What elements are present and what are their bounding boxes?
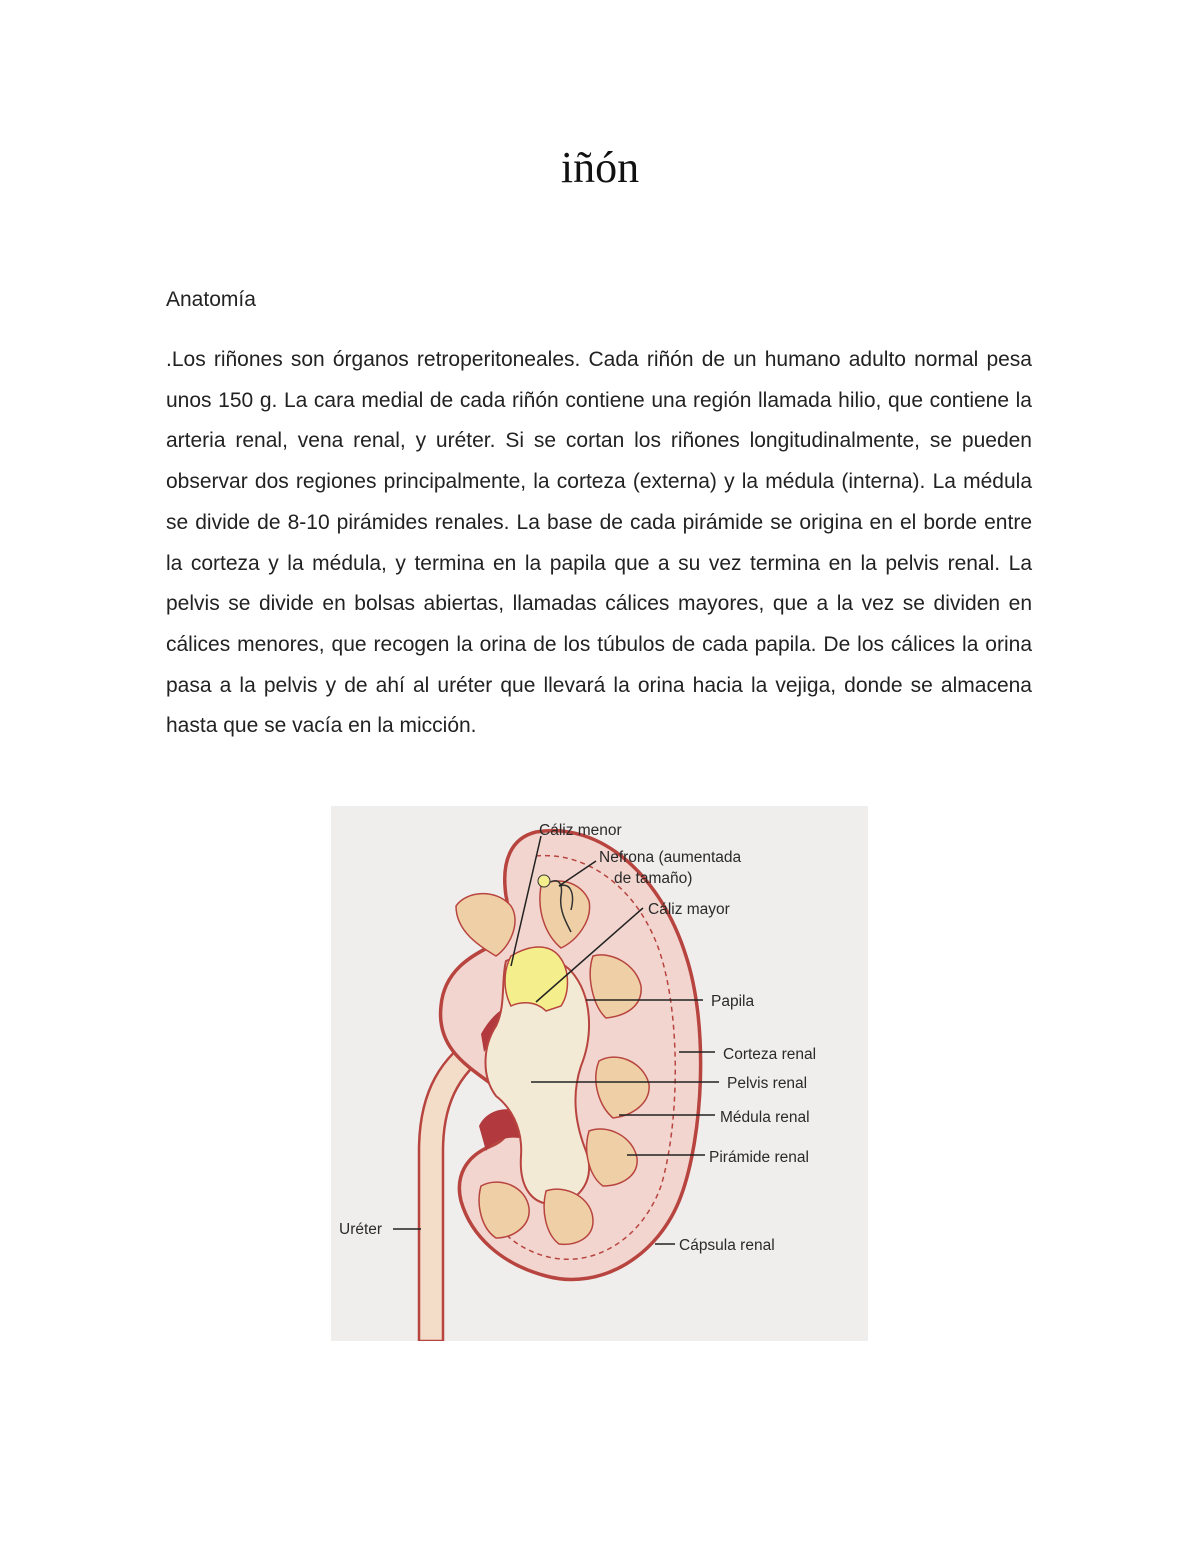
pyramid-1 bbox=[456, 894, 515, 956]
page-title: iñón bbox=[560, 143, 640, 192]
label-piramide-renal: Pirámide renal bbox=[709, 1149, 809, 1166]
label-corteza-renal: Corteza renal bbox=[723, 1046, 817, 1063]
label-caliz-menor: Cáliz menor bbox=[539, 822, 622, 839]
label-capsula-renal: Cápsula renal bbox=[679, 1237, 775, 1254]
label-nefrona-1: Nefrona (aumentada bbox=[599, 849, 742, 866]
label-nefrona-2: de tamaño) bbox=[614, 870, 693, 887]
label-caliz-mayor: Cáliz mayor bbox=[648, 901, 730, 918]
label-ureter: Uréter bbox=[339, 1221, 383, 1238]
label-medula-renal: Médula renal bbox=[720, 1109, 810, 1126]
kidney-diagram bbox=[331, 806, 868, 1341]
section-heading: Anatomía bbox=[166, 288, 256, 311]
nephron-glomerulus bbox=[538, 875, 550, 887]
label-pelvis-renal: Pelvis renal bbox=[727, 1075, 808, 1092]
label-papila: Papila bbox=[711, 993, 755, 1010]
body-paragraph: .Los riñones son órganos retroperitoneales. Cada riñón de un humano adulto normal pesa unos 150 g. La cara medial de cada riñón contiene una región llamada hilio, que contiene la arteria renal, vena renal, y uréter. Si se cortan los riñones longitudinalmente, se pueden observar dos regiones principalmente, la corteza (externa) y la médula (interna). La médula se divide de 8-10 pirámides renales. La base de cada pirámide se origina en el borde entre la corteza y la médula, y termina en la papila que a su vez termina en la pelvis renal. La pelvis se divide en bolsas abiertas, llamadas cálices mayores, que a la vez se dividen en cálices menores, que recogen la orina de los túbulos de cada papila. De los cálices la orina pasa a la pelvis y de ahí al uréter que llevará la orina hacia la vejiga, donde se almacena hasta que se vacía en la micción. bbox=[166, 348, 1032, 738]
